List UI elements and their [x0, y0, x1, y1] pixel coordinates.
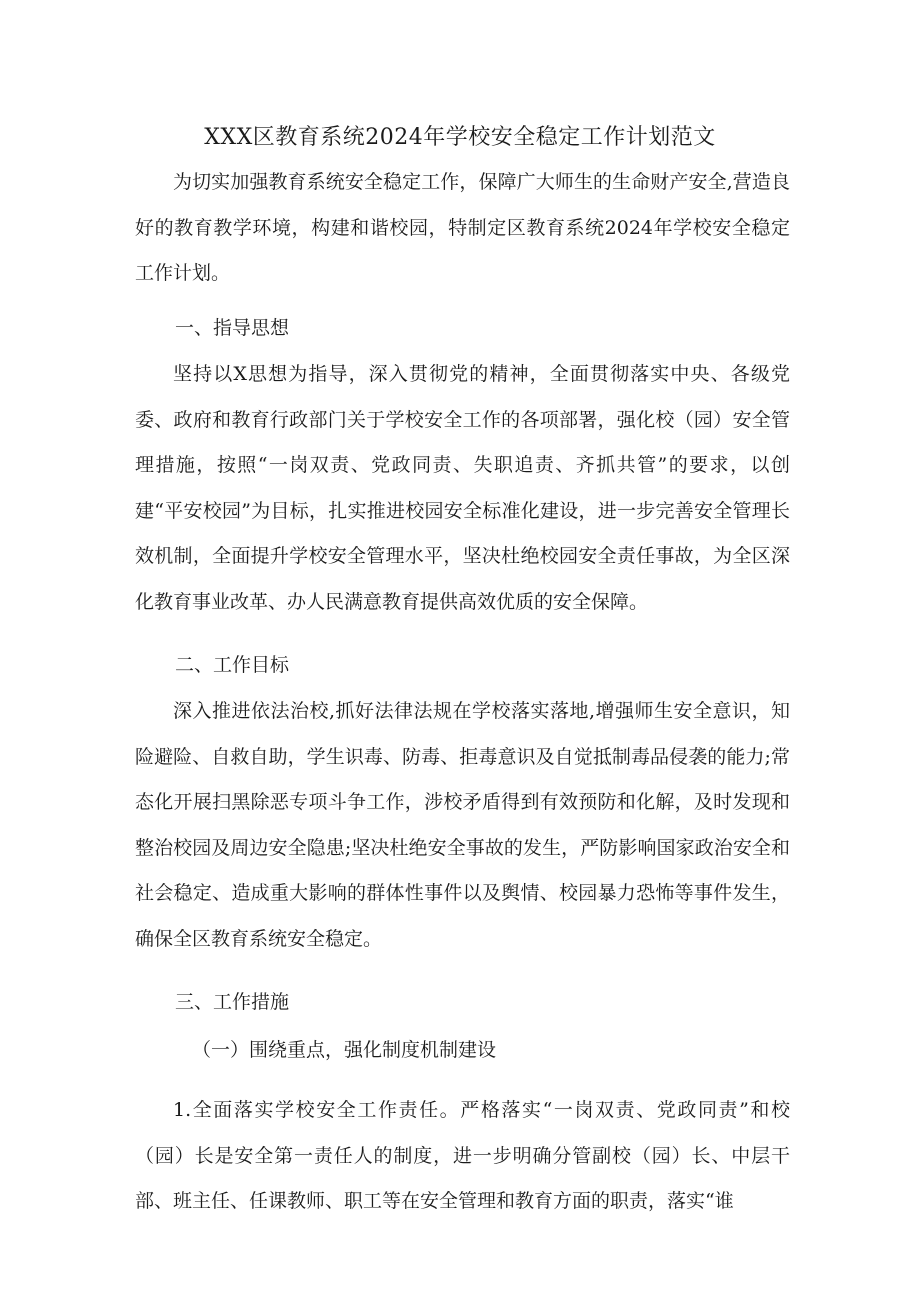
section3-item1: 1.全面落实学校安全工作责任。严格落实“一岗双责、党政同责”和校（园）长是安全第一责任人的制度，进一步明确分管副校（园）长、中层干部、班主任、任课教师、职工等在安全管理和教育方面的职责，落实“谁 [135, 1099, 790, 1212]
section2-heading: 二、工作目标 [175, 654, 290, 676]
document-title: XXX区教育系统2024年学校安全稳定工作计划范文 [204, 125, 716, 150]
section1-heading: 一、指导思想 [175, 317, 290, 339]
section1-body: 坚持以X思想为指导，深入贯彻党的精神，全面贯彻落实中央、各级党委、政府和教育行政部门关于学校安全工作的各项部署，强化校（园）安全管理措施，按照“一岗双责、党政同责、失职追责、齐抓共管”的要求，以创建“平安校园”为目标，扎实推进校园安全标准化建设，进一步完善安全管理长效机制，全面提升学校安全管理水平，坚决杜绝校园安全责任事故，为全区深化教育事业改革、办人民满意教育提供高效优质的安全保障。 [135, 363, 790, 613]
section2-body: 深入推进依法治校,抓好法律法规在学校落实落地,增强师生安全意识，知险避险、自救自助，学生识毒、防毒、拒毒意识及自觉抵制毒品侵袭的能力;常态化开展扫黑除恶专项斗争工作，涉校矛盾得到有效预防和化解，及时发现和整治校园及周边安全隐患;坚决杜绝安全事故的发生，严防影响国家政治安全和社会稳定、造成重大影响的群体性事件以及舆情、校园暴力恐怖等事件发生，确保全区教育系统安全稳定。 [135, 700, 790, 950]
section3-subheading: （一）围绕重点，强化制度机制建设 [192, 1039, 497, 1061]
section3-heading: 三、工作措施 [175, 991, 290, 1013]
intro-paragraph: 为切实加强教育系统安全稳定工作，保障广大师生的生命财产安全,营造良好的教育教学环境，构建和谐校园，特制定区教育系统2024年学校安全稳定工作计划。 [135, 171, 790, 284]
